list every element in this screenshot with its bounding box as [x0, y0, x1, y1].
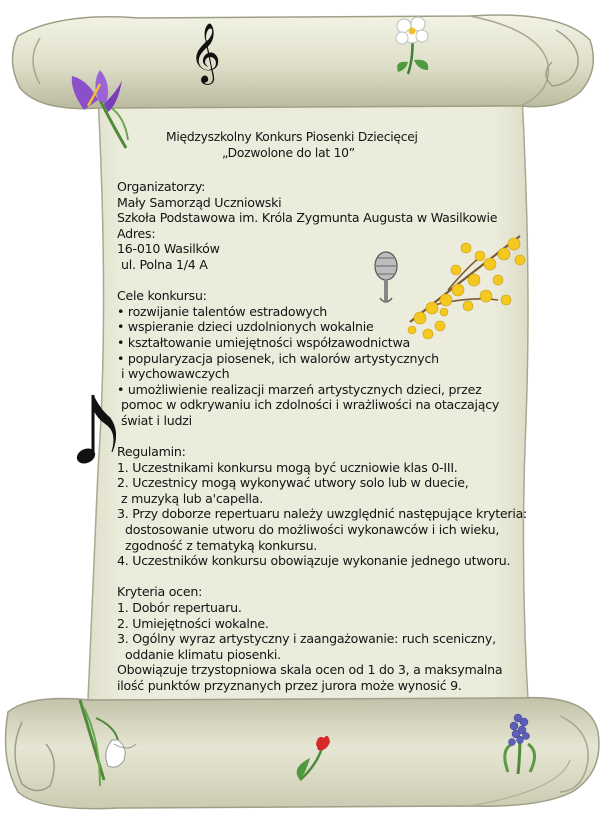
goals-heading: Cele konkursu: [117, 288, 207, 304]
organizers-section [117, 179, 527, 273]
address-heading: Adres: [117, 225, 156, 241]
goal-item-continued: pomoc w odkrywaniu ich zdolności i wrażliwości na otaczający [121, 397, 500, 413]
rule-item: 4. Uczestników konkursu obowiązuje wykonanie jednego utworu. [117, 553, 511, 569]
goal-item: • popularyzacja piosenek, ich walorów artystycznych [117, 350, 439, 366]
organizer-line: Mały Samorząd Uczniowski [117, 194, 282, 210]
treble-clef-icon [190, 23, 221, 85]
criteria-item-continued: oddanie klimatu piosenki. [125, 646, 281, 662]
rule-item-continued: zgodność z tematyką konkursu. [125, 537, 318, 553]
rules-section [117, 444, 527, 569]
rule-item: 3. Przy doborze repertuaru należy uwzględnić następujące kryteria: [117, 506, 528, 522]
goal-item: • rozwijanie talentów estradowych [117, 303, 327, 319]
criteria-heading: Kryteria ocen: [117, 584, 203, 600]
svg-text:𝄞: 𝄞 [190, 23, 221, 83]
goal-item-continued: i wychowawczych [121, 366, 230, 382]
contest-title [166, 130, 418, 161]
title-line-2: „Dozwolone do lat 10” [222, 145, 355, 160]
organizers-heading: Organizatorzy: [117, 179, 206, 194]
rule-item: 2. Uczestnicy mogą wykonywać utwory solo lub w duecie, [117, 475, 469, 491]
criteria-item: 1. Dobór repertuaru. [117, 600, 242, 616]
criteria-item: 2. Umiejętności wokalne. [117, 615, 269, 631]
goal-item: • umożliwienie realizacji marzeń artystycznych dzieci, przez [117, 381, 482, 397]
rule-item-continued: z muzyką lub a'capella. [121, 490, 263, 506]
organizer-line: Szkoła Podstawowa im. Króla Zygmunta Augusta w Wasilkowie [117, 210, 498, 226]
goal-item-continued: świat i ludzi [121, 412, 192, 428]
address-line: ul. Polna 1/4 A [121, 256, 208, 272]
goals-section [117, 288, 527, 428]
scoring-note: ilość punktów przyznanych przez jurora może wynosić 9. [117, 678, 462, 693]
criteria-item: 3. Ogólny wyraz artystyczny i zaangażowanie: ruch sceniczny, [117, 631, 496, 647]
rule-item: 1. Uczestnikami konkursu mogą być uczniowie klas 0-III. [117, 459, 458, 475]
scoring-note: Obowiązuje trzystopniowa skala ocen od 1 do 3, a maksymalna [117, 662, 503, 678]
rule-item-continued: dostosowanie utworu do możliwości wykonawców i ich wieku, [125, 522, 500, 538]
goal-item: • wspieranie dzieci uzdolnionych wokalnie [117, 319, 374, 335]
criteria-section [117, 584, 527, 693]
goal-item: • kształtowanie umiejętności współzawodnictwa [117, 334, 410, 350]
rules-heading: Regulamin: [117, 444, 186, 460]
contest-body [117, 179, 527, 694]
address-line: 16-010 Wasilków [117, 241, 220, 257]
title-line-1: Międzyszkolny Konkurs Piosenki Dziecięcej [166, 130, 418, 144]
